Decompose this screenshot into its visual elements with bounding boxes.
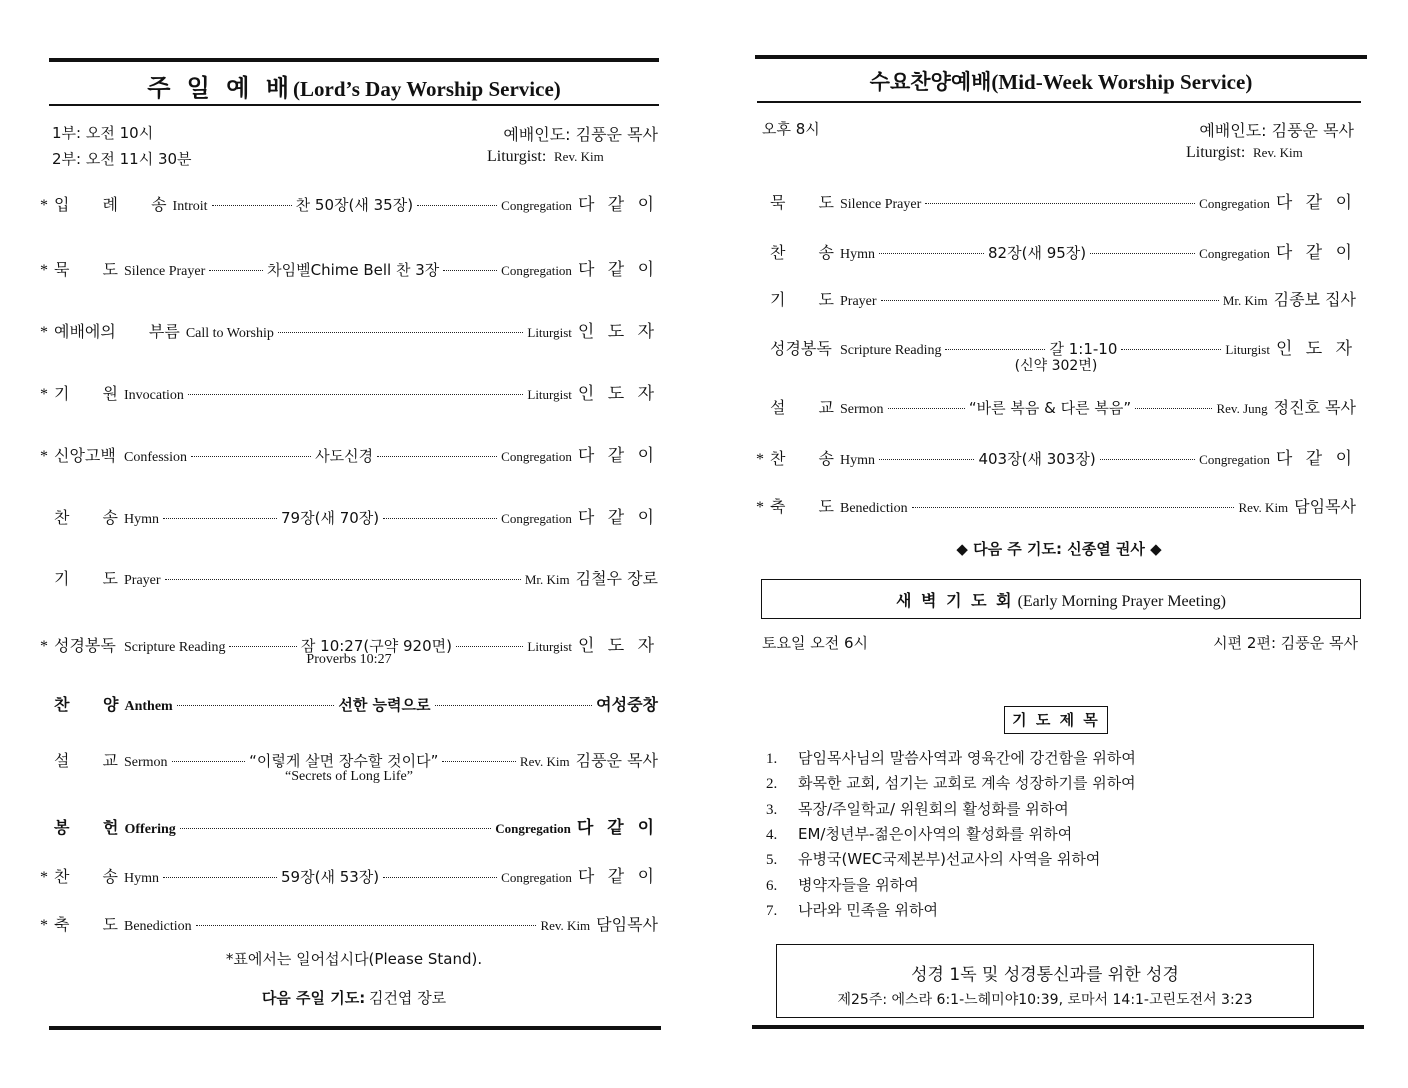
- leader-dots: [163, 518, 277, 519]
- prayer-topic-text: 유병국(WEC국제본부)선교사의 사역을 위하여: [798, 850, 1101, 869]
- item-leader-en: Congregation: [501, 449, 572, 464]
- left-next-prayer: [49, 987, 659, 1008]
- leader-dots: [435, 705, 593, 706]
- item-leader-en: Rev. Jung: [1216, 401, 1268, 416]
- right-title-en: (Mid-Week Worship Service): [991, 70, 1253, 94]
- item-leader-en: Rev. Kim: [1238, 500, 1289, 515]
- item-leader: 인 도 자: [577, 322, 658, 342]
- item-leader: 여성중창: [596, 695, 658, 714]
- item-leader: 김풍운 목사: [575, 751, 658, 770]
- item-label: 설 교: [770, 398, 834, 417]
- prayer-topic-number: 1.: [766, 751, 778, 767]
- item-label: 기 도: [770, 290, 834, 309]
- service-item: [40, 692, 658, 714]
- service-item: [756, 334, 1357, 359]
- item-leader-en: Mr. Kim: [1222, 293, 1268, 308]
- stand-mark: *: [40, 262, 48, 279]
- item-label-en: Silence Prayer: [124, 264, 206, 279]
- prayer-topic-text: 담임목사님의 말씀사역과 영육간에 강건함을 위하여: [798, 749, 1136, 767]
- leader-dots: [191, 456, 311, 457]
- item-label: 예배에의 부름: [54, 322, 180, 341]
- leader-dots: [278, 332, 523, 333]
- item-detail: 82장(새 95장): [988, 244, 1087, 262]
- item-label: 묵 도: [770, 193, 834, 212]
- right-title-rule: [757, 101, 1361, 103]
- left-top-rule: [49, 58, 659, 62]
- item-label: 찬 송: [54, 508, 118, 527]
- item-leader: 다 같 이: [577, 867, 658, 887]
- item-subtitle: “Secrets of Long Life”: [285, 769, 413, 784]
- left-title-kr: 주 일 예 배: [147, 74, 294, 102]
- item-leader: 다 같 이: [1275, 449, 1356, 469]
- stand-mark: *: [756, 451, 764, 468]
- item-label-en: Silence Prayer: [840, 197, 922, 212]
- prayer-topic-item: [766, 747, 1136, 768]
- service-item: [756, 494, 1356, 516]
- leader-dots: [879, 459, 974, 460]
- stand-mark: *: [40, 917, 48, 934]
- leader-dots: [383, 518, 497, 519]
- item-detail: 79장(새 70장): [281, 509, 380, 527]
- left-stand-note: *표에서는 일어섭시다(Please Stand).: [225, 950, 483, 968]
- left-page-title: [49, 68, 659, 103]
- stand-mark: *: [40, 448, 48, 465]
- prayer-topic-text: EM/청년부-젊은이사역의 활성화를 위하여: [798, 824, 1073, 843]
- early-prayer-time: 토요일 오전 6시: [762, 634, 869, 652]
- prayer-topic-item: [766, 772, 1136, 793]
- prayer-topic-text: 목장/주일학교/ 위원회의 활성화를 위하여: [798, 799, 1069, 818]
- left-next-prayer-name: 김건엽 장로: [368, 989, 447, 1007]
- early-prayer-title-kr: 새 벽 기 도 회: [896, 591, 1014, 610]
- service-item: [40, 862, 658, 887]
- right-leader: 예배인도: 김풍운 목사: [1199, 121, 1354, 140]
- item-label-en: Scripture Reading: [124, 640, 226, 655]
- item-label-en: Sermon: [124, 755, 168, 770]
- item-leader-en: Congregation: [501, 870, 572, 885]
- left-title-en: (Lord’s Day Worship Service): [293, 77, 561, 101]
- item-label-en: Hymn: [124, 512, 159, 527]
- service-item: [40, 813, 658, 838]
- item-label-en: Anthem: [124, 699, 173, 714]
- item-detail: 잠 10:27(구약 920면): [300, 637, 452, 655]
- leader-dots: [912, 507, 1235, 508]
- item-label-en: Benediction: [124, 919, 192, 934]
- item-label-en: Invocation: [124, 388, 184, 403]
- right-liturgist-name: Rev. Kim: [1253, 145, 1303, 160]
- stand-mark: *: [40, 197, 48, 214]
- leader-dots: [1090, 253, 1195, 254]
- item-detail: 갈 1:1-10: [1049, 340, 1118, 358]
- right-liturgist: [1186, 144, 1303, 162]
- service-item: [40, 912, 658, 934]
- leader-dots: [209, 270, 263, 271]
- left-next-prayer-label: 다음 주일 기도:: [261, 989, 366, 1007]
- prayer-topic-text: 나라와 민족을 위하여: [798, 900, 938, 919]
- left-bottom-rule: [49, 1026, 661, 1030]
- item-leader: 김철우 장로: [575, 569, 658, 588]
- leader-dots: [229, 646, 296, 647]
- item-label: 입 례 송: [54, 195, 167, 214]
- item-subtitle: Proverbs 10:27: [306, 652, 392, 667]
- item-leader-en: Congregation: [501, 511, 572, 526]
- leader-dots: [196, 925, 537, 926]
- item-label-en: Hymn: [840, 247, 875, 262]
- prayer-topic-number: 2.: [766, 776, 778, 793]
- item-label: 기 도: [54, 569, 118, 588]
- leader-dots: [1121, 349, 1221, 350]
- right-title-kr: 수요찬양예배: [869, 70, 992, 94]
- service-item: [40, 441, 658, 466]
- prayer-topic-item: [766, 823, 1072, 844]
- item-label-en: Confession: [124, 450, 187, 465]
- item-leader: 인 도 자: [577, 636, 659, 656]
- item-detail: 403장(새 303장): [978, 450, 1096, 468]
- item-label-en: Prayer: [124, 573, 161, 588]
- item-label: 성경봉독: [54, 636, 116, 655]
- stand-mark: *: [40, 638, 48, 655]
- leader-dots: [1135, 408, 1212, 409]
- item-label: 찬 송: [54, 867, 118, 886]
- prayer-topic-item: [766, 899, 938, 920]
- item-label: 묵 도: [54, 260, 118, 279]
- service-item: [40, 566, 658, 588]
- item-label: 찬 양: [54, 695, 119, 714]
- item-leader-en: Congregation: [1199, 452, 1270, 467]
- item-leader-en: Congregation: [1199, 196, 1270, 211]
- item-label-en: Hymn: [840, 453, 875, 468]
- item-label: 기 원: [54, 384, 118, 403]
- item-leader: 다 같 이: [577, 446, 658, 466]
- right-bottom-rule: [752, 1025, 1364, 1029]
- leader-dots: [172, 761, 246, 762]
- item-label: 축 도: [770, 497, 834, 516]
- leader-dots: [163, 877, 277, 878]
- right-top-rule: [755, 55, 1367, 59]
- item-leader: 다 같 이: [1275, 243, 1356, 263]
- leader-dots: [442, 761, 516, 762]
- item-leader: 다 같 이: [1275, 193, 1356, 213]
- left-liturgist-label: Liturgist:: [487, 148, 547, 165]
- item-leader: 다 같 이: [577, 195, 659, 215]
- leader-dots: [417, 205, 497, 206]
- item-leader: 정진호 목사: [1273, 398, 1357, 417]
- service-item: [40, 748, 658, 770]
- right-next-prayer: ◆ 다음 주 기도: 신종열 권사 ◆: [956, 540, 1162, 558]
- left-title-rule: [49, 104, 659, 106]
- item-detail: 찬 50장(새 35장): [295, 196, 414, 214]
- item-leader-en: Liturgist: [527, 387, 572, 402]
- prayer-topic-item: [766, 874, 919, 895]
- item-leader: 담임목사: [1294, 497, 1356, 516]
- leader-dots: [1100, 459, 1195, 460]
- stand-mark: *: [40, 869, 48, 886]
- service-item: [40, 317, 658, 342]
- service-item: [40, 190, 659, 215]
- item-label: 찬 송: [770, 243, 834, 262]
- stand-mark: *: [40, 386, 48, 403]
- leader-dots: [383, 877, 497, 878]
- item-leader: 다 같 이: [577, 260, 659, 280]
- item-label: 설 교: [54, 751, 118, 770]
- leader-dots: [180, 828, 491, 829]
- right-time: 오후 8시: [762, 120, 820, 138]
- service-item: [756, 444, 1356, 469]
- prayer-topic-number: 7.: [766, 902, 778, 919]
- item-label-en: Offering: [124, 822, 176, 837]
- service-item: [40, 503, 658, 528]
- early-prayer-leader: 시편 2편: 김풍운 목사: [1213, 634, 1358, 652]
- item-leader-en: Liturgist: [527, 639, 572, 654]
- service-item: [756, 188, 1356, 213]
- left-liturgist-name: Rev. Kim: [554, 149, 604, 164]
- prayer-topic-item: [766, 798, 1069, 819]
- item-detail: “이렇게 살면 장수할 것이다”: [249, 752, 439, 770]
- service-item: [756, 238, 1356, 263]
- item-label-en: Scripture Reading: [840, 343, 942, 358]
- service-item: [756, 287, 1356, 309]
- item-detail: 차임벨Chime Bell 찬 3장: [267, 261, 440, 279]
- item-label-en: Benediction: [840, 501, 908, 516]
- leader-dots: [212, 205, 292, 206]
- prayer-topic-number: 5.: [766, 852, 778, 869]
- leader-dots: [456, 646, 523, 647]
- item-label: 신앙고백: [54, 446, 116, 465]
- item-label-en: Sermon: [840, 402, 884, 417]
- prayer-topics-title: 기 도 제 목: [1012, 711, 1100, 729]
- prayer-topic-text: 화목한 교회, 섬기는 교회로 계속 성장하기를 위하여: [798, 774, 1136, 793]
- left-service1: 1부: 오전 10시: [52, 124, 154, 142]
- prayer-topic-number: 6.: [766, 877, 778, 894]
- left-service2: 2부: 오전 11시 30분: [52, 150, 192, 168]
- left-leader: 예배인도: 김풍운 목사: [503, 125, 658, 144]
- leader-dots: [177, 705, 335, 706]
- leader-dots: [888, 408, 965, 409]
- bible-reading-title: 성경 1독 및 성경통신과를 위한 성경: [911, 965, 1179, 985]
- leader-dots: [879, 253, 984, 254]
- right-liturgist-label: Liturgist:: [1186, 144, 1246, 161]
- service-item: [40, 255, 659, 280]
- item-leader-en: Congregation: [495, 821, 571, 836]
- service-item: [756, 395, 1356, 417]
- early-prayer-title: [762, 588, 1360, 611]
- service-item: [40, 379, 658, 404]
- item-leader: 인 도 자: [1275, 339, 1357, 359]
- item-label-en: Call to Worship: [185, 326, 274, 341]
- item-label: 봉 헌: [54, 818, 119, 837]
- item-label-en: Hymn: [124, 871, 159, 886]
- leader-dots: [881, 300, 1219, 301]
- bible-reading-week: 제25주: 에스라 6:1-느헤미야10:39, 로마서 14:1-고린도전서 3:23: [837, 992, 1253, 1008]
- leader-dots: [165, 579, 521, 580]
- item-leader: 담임목사: [596, 915, 658, 934]
- item-leader: 다 같 이: [577, 508, 658, 528]
- service-item: [40, 631, 659, 656]
- item-leader-en: Rev. Kim: [540, 918, 591, 933]
- item-leader: 인 도 자: [577, 384, 658, 404]
- leader-dots: [925, 203, 1195, 204]
- prayer-topic-text: 병약자들을 위하여: [798, 875, 919, 894]
- item-detail: 선한 능력으로: [338, 696, 431, 714]
- item-label-en: Introit: [172, 199, 208, 214]
- prayer-topic-number: 3.: [766, 801, 778, 818]
- item-leader-en: Congregation: [501, 198, 572, 213]
- item-subtitle: (신약 302면): [1014, 358, 1098, 374]
- item-leader-en: Rev. Kim: [519, 754, 570, 769]
- item-leader-en: Liturgist: [1225, 342, 1270, 357]
- item-leader-en: Mr. Kim: [524, 572, 570, 587]
- item-label-en: Prayer: [840, 294, 877, 309]
- leader-dots: [188, 394, 524, 395]
- item-detail: 59장(새 53장): [281, 868, 380, 886]
- item-detail: “바른 복음 & 다른 복음”: [968, 399, 1132, 417]
- leader-dots: [945, 349, 1045, 350]
- item-detail: 사도신경: [315, 447, 374, 465]
- right-page-title: [757, 66, 1365, 96]
- stand-mark: *: [40, 324, 48, 341]
- item-leader: 김종보 집사: [1273, 290, 1356, 309]
- prayer-topic-number: 4.: [766, 826, 778, 843]
- item-leader-en: Congregation: [1199, 246, 1270, 261]
- item-leader-en: Liturgist: [527, 325, 572, 340]
- item-label: 성경봉독: [770, 339, 832, 358]
- leader-dots: [377, 456, 497, 457]
- leader-dots: [443, 270, 497, 271]
- prayer-topic-item: [766, 848, 1100, 869]
- item-label: 찬 송: [770, 449, 834, 468]
- left-liturgist: [487, 148, 604, 166]
- item-label: 축 도: [54, 915, 118, 934]
- early-prayer-title-en: (Early Morning Prayer Meeting): [1017, 593, 1226, 610]
- item-leader: 다 같 이: [576, 818, 658, 838]
- item-leader-en: Congregation: [501, 263, 572, 278]
- stand-mark: *: [756, 499, 764, 516]
